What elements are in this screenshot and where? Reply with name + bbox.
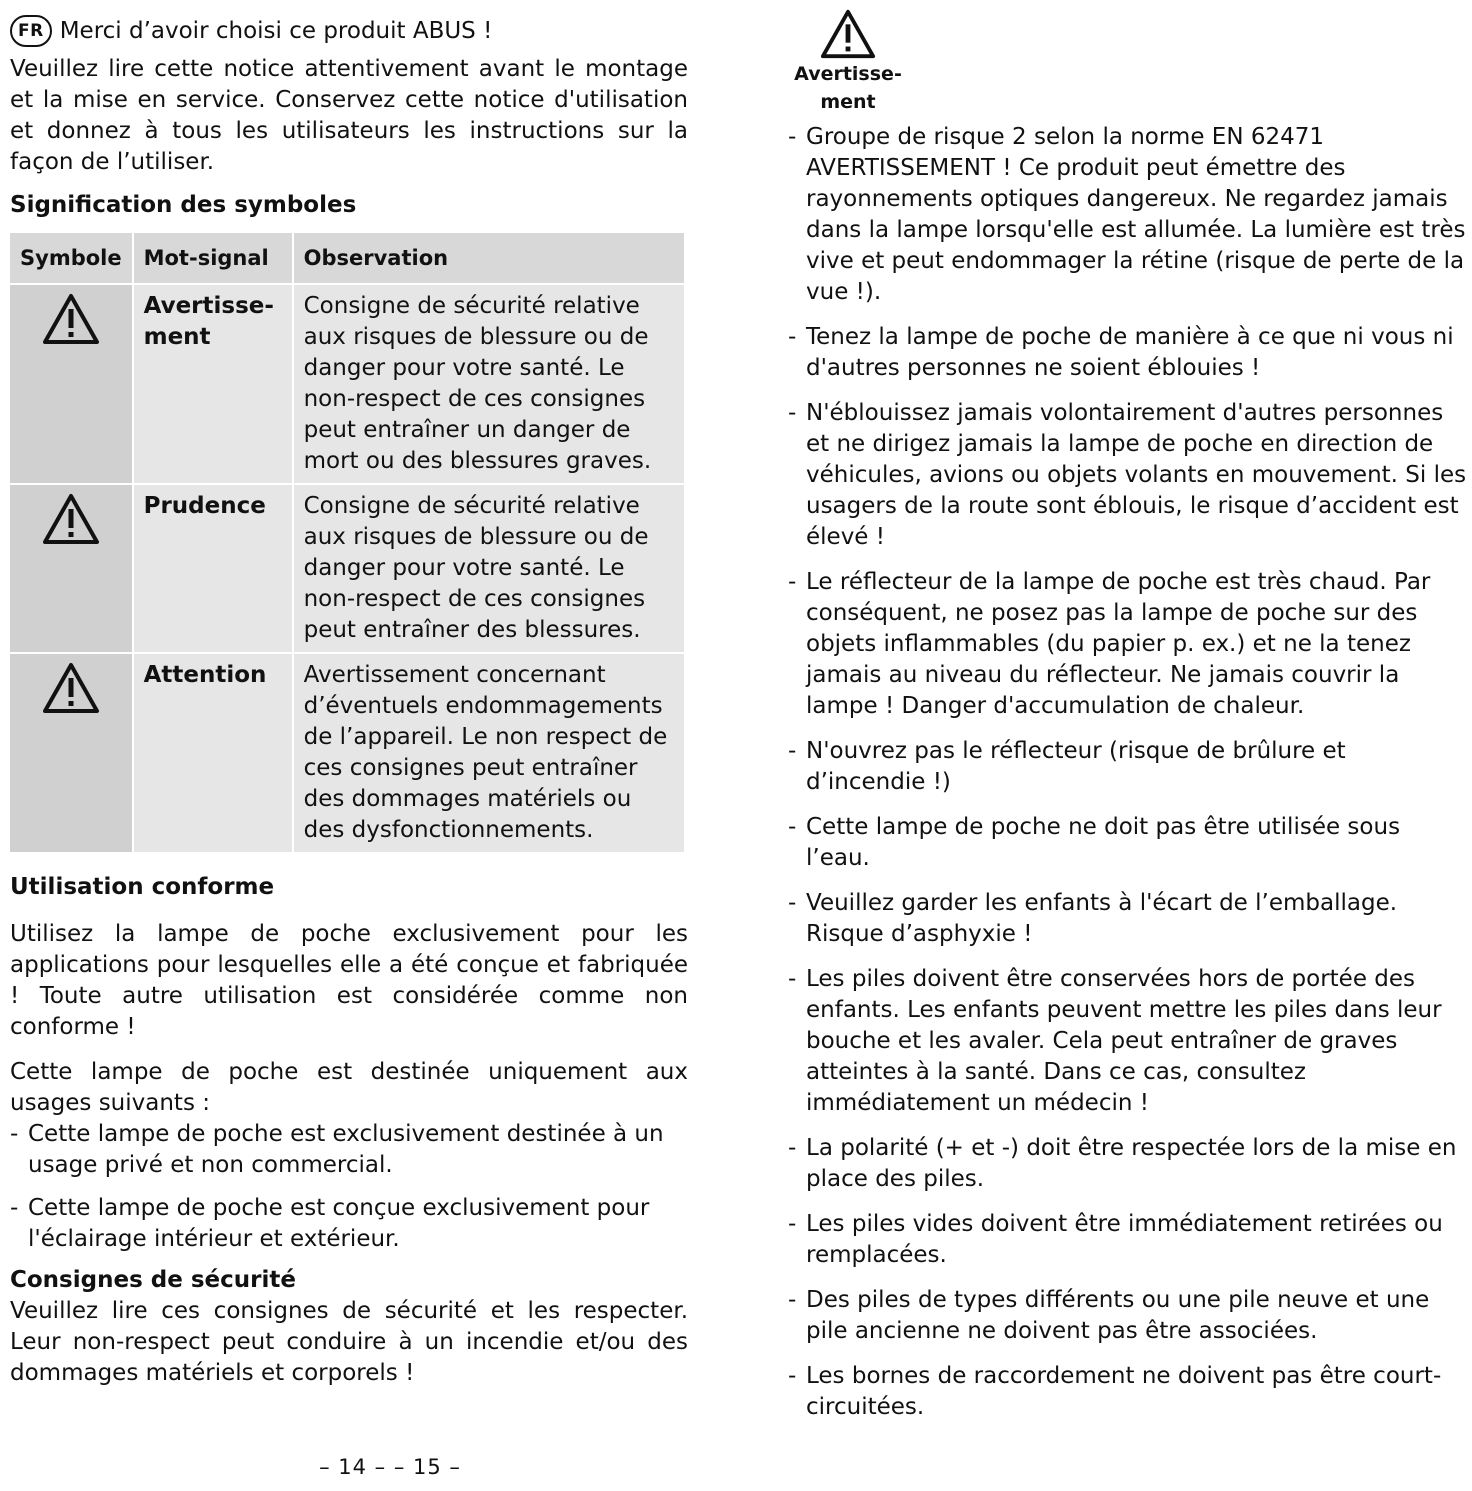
column-header-signal-word: Mot-signal — [134, 233, 292, 283]
column-header-observation: Observation — [294, 233, 684, 283]
list-item: - Les piles doivent être conservées hors de portée des enfants. Les enfants peuvent mettre les piles dans leur bouche et les avaler. Cela peut entraîner de graves atteintes à la santé. Dans ce cas, consultez immédiatement un médecin ! — [788, 964, 1468, 1119]
list-item: - Cette lampe de poche est conçue exclusivement pour l'éclairage intérieur et extérieur. — [10, 1193, 688, 1255]
language-badge: FR — [10, 15, 52, 47]
list-item: - Les piles vides doivent être immédiatement retirées ou remplacées. — [788, 1209, 1468, 1271]
right-column — [788, 8, 1468, 1423]
symbols-table — [8, 231, 686, 854]
signal-word-attention: Attention — [134, 654, 292, 852]
warning-triangle-icon — [820, 8, 876, 60]
observation-text: Consigne de sécurité relative aux risques de blessure ou de danger pour votre santé. Le non-respect de ces consignes peut entraîner des blessures. — [294, 485, 684, 652]
observation-text: Consigne de sécurité relative aux risques de blessure ou de danger pour votre santé. Le non-respect de ces consignes peut entraîner un danger de mort ou des blessures graves. — [294, 285, 684, 483]
list-item: - Les bornes de raccordement ne doivent pas être court-circuitées. — [788, 1361, 1468, 1423]
list-item: - N'ouvrez pas le réflecteur (risque de brûlure et d’incendie !) — [788, 736, 1468, 798]
table-row — [10, 485, 684, 652]
warning-triangle-icon — [42, 662, 100, 714]
list-item: - Des piles de types différents ou une pile neuve et une pile ancienne ne doivent pas être associées. — [788, 1285, 1468, 1347]
warning-label-line2: ment — [820, 91, 876, 113]
page-numbers: – 14 – – 15 – — [319, 1455, 461, 1479]
intro-title: Merci d’avoir choisi ce produit ABUS ! — [59, 18, 493, 44]
usage-heading: Utilisation conforme — [10, 874, 275, 900]
list-item: - La polarité (+ et -) doit être respectée lors de la mise en place des piles. — [788, 1133, 1468, 1195]
list-item: - Cette lampe de poche est exclusivement destinée à un usage privé et non commercial. — [10, 1119, 688, 1181]
usage-paragraph-1: Utilisez la lampe de poche exclusivement pour les applications pour lesquelles elle a été conçue et fabriquée ! Toute autre utilisation est considérée comme non conforme ! — [10, 921, 688, 1040]
usage-list — [10, 1119, 688, 1255]
intro-header — [10, 10, 688, 52]
left-column — [10, 10, 688, 1389]
signal-word-avertissement: Avertisse- ment — [134, 285, 292, 483]
list-item: - Le réflecteur de la lampe de poche est très chaud. Par conséquent, ne posez pas la lampe de poche sur des objets inflammables (du papier p. ex.) et ne la tenez jamais au niveau du réflecteur. Ne jamais couvrir la lampe ! Danger d'accumulation de chaleur. — [788, 567, 1468, 722]
symbols-heading: Signification des symboles — [10, 192, 357, 218]
warning-triangle-icon — [42, 493, 100, 545]
list-item: - Cette lampe de poche ne doit pas être utilisée sous l’eau. — [788, 812, 1468, 874]
list-item: - Tenez la lampe de poche de manière à ce que ni vous ni d'autres personnes ne soient éblouies ! — [788, 322, 1468, 384]
list-item: - Groupe de risque 2 selon la norme EN 62471 AVERTISSEMENT ! Ce produit peut émettre des rayonnements optiques dangereux. Ne regardez jamais dans la lampe lorsqu'elle est allumée. La lumière est très vive et peut endommager la rétine (risque de perte de la vue !). — [788, 122, 1468, 308]
list-item: - N'éblouissez jamais volontairement d'autres personnes et ne dirigez jamais la lampe de poche en direction de véhicules, avions ou objets volants en mouvement. Si les usagers de la route sont éblouis, le risque d’accident est élevé ! — [788, 398, 1468, 553]
warning-header — [788, 8, 908, 116]
safety-heading: Consignes de sécurité — [10, 1267, 296, 1293]
observation-text: Avertissement concernant d’éventuels endommagements de l’appareil. Le non respect de ces consignes peut entraîner des dommages matériels ou des dysfonctionnements. — [294, 654, 684, 852]
safety-paragraph: Veuillez lire ces consignes de sécurité et les respecter. Leur non-respect peut conduire à un incendie et/ou des dommages matériels et corporels ! — [10, 1298, 688, 1386]
table-row — [10, 285, 684, 483]
column-header-symbol: Symbole — [10, 233, 132, 283]
warning-triangle-icon — [42, 293, 100, 345]
usage-paragraph-2: Cette lampe de poche est destinée uniquement aux usages suivants : — [10, 1059, 688, 1116]
intro-paragraph: Veuillez lire cette notice attentivement avant le montage et la mise en service. Conservez cette notice d'utilisation et donnez à tous les utilisateurs les instructions sur la façon de l’utiliser. — [10, 56, 688, 175]
warning-label-line1: Avertisse- — [794, 63, 902, 85]
table-row — [10, 654, 684, 852]
warning-list — [788, 122, 1468, 1423]
signal-word-prudence: Prudence — [134, 485, 292, 652]
symbols-table-header — [10, 233, 684, 283]
list-item: - Veuillez garder les enfants à l'écart de l’emballage. Risque d’asphyxie ! — [788, 888, 1468, 950]
